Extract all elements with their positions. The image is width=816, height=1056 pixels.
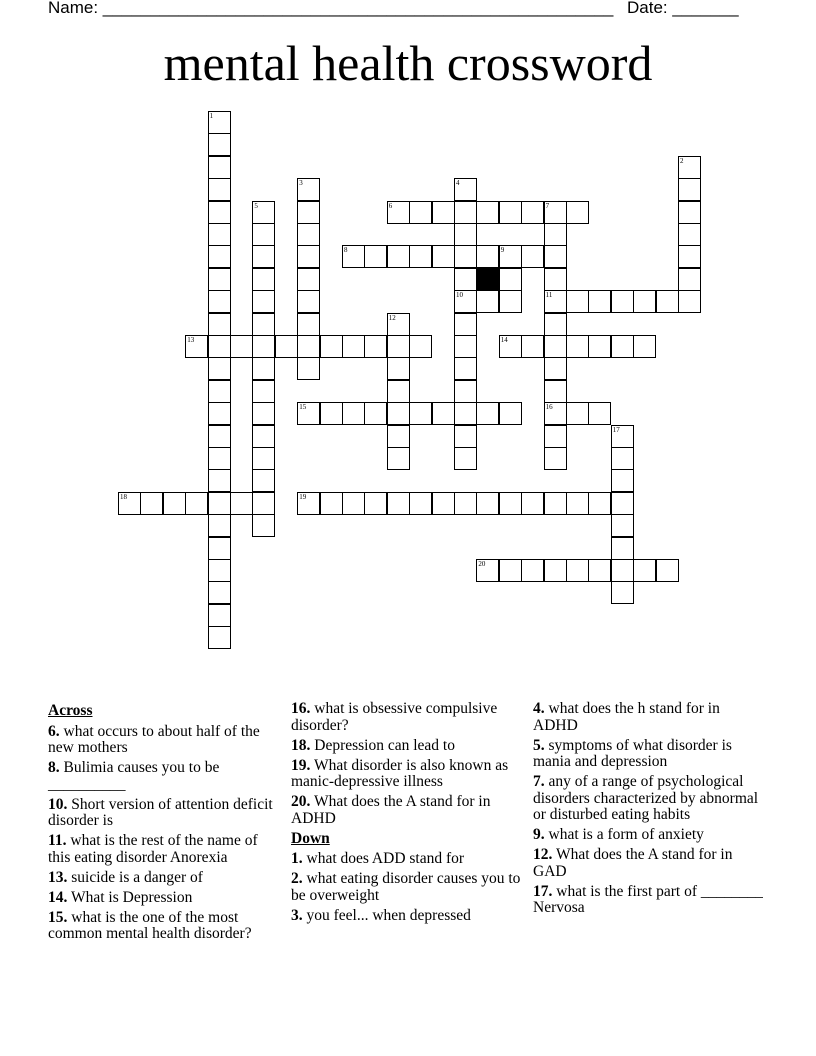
clue-item — [48, 833, 280, 866]
clue-item — [291, 758, 523, 791]
clue-item — [291, 794, 523, 827]
clue-item — [533, 774, 765, 824]
crossword-cell[interactable] — [208, 425, 231, 448]
crossword-cell[interactable] — [611, 492, 634, 515]
clue-number: 10 — [456, 291, 463, 300]
clue-item — [48, 910, 280, 943]
crossword-cell[interactable] — [387, 402, 410, 425]
crossword-cell[interactable] — [208, 469, 231, 492]
crossword-cell[interactable] — [588, 335, 611, 358]
crossword-cell[interactable] — [252, 223, 275, 246]
crossword-cell[interactable] — [208, 313, 231, 336]
clue-number-label: 9. — [533, 826, 545, 843]
across-heading: Across — [48, 702, 93, 719]
crossword-cell[interactable] — [588, 290, 611, 313]
clue-number-label: 14. — [48, 888, 68, 906]
clue-item — [291, 871, 523, 904]
crossword-cell[interactable] — [208, 559, 231, 582]
crossword-cell[interactable] — [544, 290, 567, 313]
crossword-cell[interactable] — [409, 201, 432, 224]
clue-item — [533, 847, 765, 880]
clue-number-label: 19. — [291, 756, 311, 774]
clue-number-label: 10. — [48, 795, 68, 813]
clue-number-label: 12. — [533, 846, 553, 863]
clue-text: symptoms of what disorder is mania and depression — [533, 736, 732, 770]
crossword-cell[interactable] — [499, 201, 522, 224]
clue-item — [48, 797, 280, 830]
crossword-cell[interactable] — [656, 559, 679, 582]
crossword-cell[interactable] — [252, 469, 275, 492]
clue-item — [48, 760, 280, 793]
crossword-cell[interactable] — [387, 335, 410, 358]
crossword-cell[interactable] — [208, 537, 231, 560]
crossword-cell[interactable] — [454, 290, 477, 313]
crossword-cell[interactable] — [656, 290, 679, 313]
crossword-cell[interactable] — [521, 245, 544, 268]
crossword-cell[interactable] — [342, 335, 365, 358]
crossword-cell[interactable] — [588, 402, 611, 425]
clue-text: Depression can lead to — [310, 736, 455, 754]
name-field[interactable]: Name: ______________________________________________________ — [48, 0, 614, 17]
clue-item — [48, 870, 280, 887]
crossword-cell[interactable] — [140, 492, 163, 515]
crossword-cell[interactable] — [521, 201, 544, 224]
clue-text: what occurs to about half of the new mothers — [48, 722, 260, 756]
crossword-cell[interactable] — [208, 178, 231, 201]
crossword-cell[interactable] — [297, 245, 320, 268]
clue-text: suicide is a danger of — [67, 868, 203, 886]
clue-number: 2 — [680, 156, 684, 165]
clue-number: 19 — [299, 492, 307, 501]
clue-number-label: 2. — [291, 870, 303, 887]
clue-number: 17 — [612, 425, 620, 434]
crossword-cell[interactable] — [633, 559, 656, 582]
crossword-cell[interactable] — [476, 559, 499, 582]
clue-text: what does the h stand for in ADHD — [533, 700, 720, 734]
crossword-cell[interactable] — [544, 492, 567, 515]
clue-text: what is obsessive compulsive disorder? — [291, 700, 498, 734]
clue-text: what is the rest of the name of this eating disorder Anorexia — [48, 832, 258, 866]
crossword-cell[interactable] — [544, 559, 567, 582]
crossword-cell[interactable] — [208, 335, 231, 358]
crossword-cell[interactable] — [297, 357, 320, 380]
crossword-cell[interactable] — [544, 447, 567, 470]
crossword-cell[interactable] — [611, 581, 634, 604]
clue-number-label: 3. — [291, 906, 303, 924]
clue-number-label: 7. — [533, 773, 545, 790]
crossword-cell[interactable] — [454, 425, 477, 448]
page-title: mental health crossword — [163, 35, 653, 91]
crossword-cell[interactable] — [566, 201, 589, 224]
crossword-cell[interactable] — [521, 335, 544, 358]
crossword-cell[interactable] — [476, 201, 499, 224]
crossword-cell[interactable] — [342, 492, 365, 515]
clue-number-label: 15. — [48, 908, 68, 926]
clue-number-label: 1. — [291, 850, 303, 867]
crossword-cell[interactable] — [320, 492, 343, 515]
crossword-cell[interactable] — [297, 335, 320, 358]
crossword-cell[interactable] — [252, 514, 275, 537]
clue-item — [533, 738, 765, 771]
clue-number: 7 — [545, 201, 550, 210]
crossword-cell[interactable] — [678, 290, 701, 313]
clue-item — [291, 701, 523, 734]
crossword-cell[interactable] — [544, 201, 567, 224]
crossword-cell[interactable] — [252, 268, 275, 291]
clue-item — [291, 908, 523, 925]
clue-item — [48, 890, 280, 907]
clue-text: Bulimia causes you to be __________ — [48, 759, 220, 793]
crossword-cell[interactable] — [387, 447, 410, 470]
crossword-cell[interactable] — [566, 335, 589, 358]
crossword-cell[interactable] — [252, 201, 275, 224]
crossword-cell[interactable] — [342, 402, 365, 425]
clue-number-label: 20. — [291, 793, 311, 810]
crossword-cell[interactable] — [387, 357, 410, 380]
crossword-cell[interactable] — [252, 335, 275, 358]
clue-item — [533, 827, 765, 844]
clue-text: What disorder is also known as manic-depressive illness — [291, 756, 509, 790]
crossword-cell[interactable] — [454, 313, 477, 336]
crossword-cell[interactable] — [252, 492, 275, 515]
crossword-cell[interactable] — [185, 492, 208, 515]
crossword-cell[interactable] — [208, 402, 231, 425]
crossword-cell[interactable] — [678, 223, 701, 246]
crossword-cell[interactable] — [252, 402, 275, 425]
crossword-cell[interactable] — [208, 514, 231, 537]
crossword-cell[interactable] — [297, 223, 320, 246]
crossword-cell[interactable] — [387, 380, 410, 403]
clue-number: 14 — [500, 336, 508, 344]
clue-item — [48, 724, 280, 757]
crossword-cell[interactable] — [678, 156, 701, 179]
crossword-cell[interactable] — [499, 268, 522, 291]
crossword-cell[interactable] — [208, 447, 231, 470]
crossword-cell[interactable] — [208, 380, 231, 403]
crossword-cell[interactable] — [521, 559, 544, 582]
crossword-cell[interactable] — [544, 425, 567, 448]
crossword-cell[interactable] — [476, 402, 499, 425]
crossword-cell[interactable] — [297, 290, 320, 313]
crossword-cell[interactable] — [432, 492, 455, 515]
crossword-cell[interactable] — [678, 268, 701, 291]
crossword-cell[interactable] — [633, 335, 656, 358]
crossword-cell[interactable] — [611, 537, 634, 560]
clue-item — [291, 738, 523, 755]
crossword-cell[interactable] — [387, 201, 410, 224]
crossword-cell[interactable] — [208, 268, 231, 291]
crossword-cell[interactable] — [252, 425, 275, 448]
clue-text: what is the one of the most common mental health disorder? — [48, 908, 252, 942]
crossword-cell[interactable] — [297, 178, 320, 201]
crossword-cell[interactable] — [499, 402, 522, 425]
clue-column-2 — [291, 701, 523, 928]
crossword-cell[interactable] — [454, 201, 477, 224]
crossword-cell[interactable] — [364, 245, 387, 268]
clue-number: 5 — [254, 201, 258, 210]
clue-text: What does the A stand for in GAD — [533, 846, 733, 880]
clue-number: 9 — [500, 246, 505, 255]
crossword-cell[interactable] — [387, 245, 410, 268]
crossword-cell[interactable] — [432, 201, 455, 224]
crossword-cell[interactable] — [297, 492, 320, 515]
crossword-cell[interactable] — [544, 402, 567, 425]
date-field[interactable]: Date: _______ — [627, 0, 739, 17]
crossword-cell[interactable] — [454, 245, 477, 268]
crossword-cell[interactable] — [208, 357, 231, 380]
crossword-cell[interactable] — [476, 245, 499, 268]
crossword-cell[interactable] — [678, 245, 701, 268]
crossword-cell[interactable] — [566, 290, 589, 313]
crossword-cell[interactable] — [364, 335, 387, 358]
crossword-cell[interactable] — [611, 559, 634, 582]
crossword-cell[interactable] — [252, 447, 275, 470]
crossword-cell[interactable] — [208, 581, 231, 604]
clue-text: what does ADD stand for — [302, 850, 465, 867]
clue-number-label: 17. — [533, 882, 553, 900]
crossword-cell[interactable] — [118, 492, 141, 515]
crossword-cell[interactable] — [544, 245, 567, 268]
clue-column-3 — [533, 701, 765, 920]
clue-number-label: 18. — [291, 736, 311, 754]
clue-text: What is Depression — [67, 888, 193, 906]
crossword-cell[interactable] — [432, 402, 455, 425]
crossword-cell[interactable] — [499, 492, 522, 515]
crossword-cell[interactable] — [454, 268, 477, 291]
crossword-cell[interactable] — [566, 492, 589, 515]
crossword-cell[interactable] — [454, 492, 477, 515]
crossword-cell[interactable] — [521, 492, 544, 515]
crossword-cell[interactable] — [252, 313, 275, 336]
crossword-cell[interactable] — [544, 268, 567, 291]
crossword-cell[interactable] — [208, 111, 231, 134]
crossword-cell[interactable] — [611, 514, 634, 537]
crossword-cell[interactable] — [185, 335, 208, 358]
crossword-cell[interactable] — [499, 290, 522, 313]
crossword-cell[interactable] — [588, 559, 611, 582]
crossword-cell[interactable] — [566, 559, 589, 582]
crossword-cell[interactable] — [252, 357, 275, 380]
down-heading: Down — [291, 829, 330, 847]
clue-number-label: 4. — [533, 700, 545, 717]
clue-text: Short version of attention deficit disorder is — [48, 795, 273, 829]
crossword-cell[interactable] — [454, 335, 477, 358]
crossword-cell[interactable] — [476, 492, 499, 515]
clue-number-label: 11. — [48, 832, 67, 849]
crossword-cell[interactable] — [544, 380, 567, 403]
crossword-cell[interactable] — [252, 290, 275, 313]
crossword-cell[interactable] — [208, 290, 231, 313]
crossword-cell[interactable] — [454, 178, 477, 201]
crossword-cell[interactable] — [208, 604, 231, 627]
crossword-cell[interactable] — [611, 469, 634, 492]
crossword-cell[interactable] — [611, 425, 634, 448]
clue-text: what is the first part of ________ Nervosa — [533, 882, 763, 916]
crossword-cell[interactable] — [275, 335, 298, 358]
crossword-cell[interactable] — [163, 492, 186, 515]
clue-number: 16 — [545, 403, 553, 412]
crossword-cell[interactable] — [454, 357, 477, 380]
crossword-cell[interactable] — [544, 357, 567, 380]
crossword-cell[interactable] — [208, 626, 231, 649]
crossword-cell[interactable] — [454, 402, 477, 425]
clue-item — [533, 884, 765, 917]
clue-number-label: 5. — [533, 736, 545, 754]
clue-number: 15 — [299, 403, 307, 412]
crossword-cell[interactable] — [320, 335, 343, 358]
crossword-cell[interactable] — [499, 335, 522, 358]
crossword-cell[interactable] — [432, 245, 455, 268]
crossword-cell[interactable] — [409, 245, 432, 268]
crossword-cell[interactable] — [499, 559, 522, 582]
crossword-cell[interactable] — [364, 492, 387, 515]
clue-number: 1 — [209, 112, 214, 120]
crossword-cell[interactable] — [230, 335, 253, 358]
clue-number: 12 — [388, 313, 396, 322]
clue-text: what is a form of anxiety — [544, 826, 704, 843]
clue-number: 13 — [187, 336, 195, 344]
crossword-cell[interactable] — [364, 402, 387, 425]
crossword-cell[interactable] — [611, 447, 634, 470]
crossword-cell[interactable] — [544, 335, 567, 358]
crossword-cell[interactable] — [252, 380, 275, 403]
crossword-cell[interactable] — [678, 178, 701, 201]
crossword-cell[interactable] — [499, 245, 522, 268]
clue-number: 11 — [545, 291, 553, 300]
crossword-cell[interactable] — [387, 313, 410, 336]
crossword-cell[interactable] — [297, 402, 320, 425]
crossword-cell[interactable] — [544, 313, 567, 336]
crossword-cell[interactable] — [611, 335, 634, 358]
clue-number: 4 — [456, 179, 460, 188]
clue-item — [291, 851, 523, 868]
crossword-cell[interactable] — [588, 492, 611, 515]
clue-text: What does the A stand for in ADHD — [291, 793, 491, 827]
crossword-cell[interactable] — [476, 290, 499, 313]
crossword-cell[interactable] — [252, 245, 275, 268]
crossword-cell[interactable] — [208, 133, 231, 156]
crossword-cell[interactable] — [409, 335, 432, 358]
clue-column-1 — [48, 701, 280, 946]
crossword-cell[interactable] — [208, 492, 231, 515]
crossword-cell[interactable] — [208, 223, 231, 246]
clue-text: what eating disorder causes you to be overweight — [291, 870, 521, 904]
clue-number-label: 13. — [48, 868, 68, 886]
clue-text: you feel... when depressed — [302, 906, 471, 924]
crossword-cell[interactable] — [230, 492, 253, 515]
clue-text: any of a range of psychological disorders characterized by abnormal or disturbed eating habits — [533, 773, 759, 823]
crossword-cell[interactable] — [297, 313, 320, 336]
crossword-cell[interactable] — [454, 223, 477, 246]
clue-number-label: 16. — [291, 700, 311, 717]
clue-number-label: 8. — [48, 759, 60, 776]
clue-item — [533, 701, 765, 734]
crossword-cell[interactable] — [611, 290, 634, 313]
crossword-cell[interactable] — [544, 223, 567, 246]
crossword-cell[interactable] — [454, 447, 477, 470]
crossword-cell[interactable] — [208, 201, 231, 224]
crossword-cell[interactable] — [409, 492, 432, 515]
crossword-cell[interactable] — [342, 245, 365, 268]
clue-number: 18 — [120, 492, 127, 501]
crossword-cell[interactable] — [409, 402, 432, 425]
clue-number: 8 — [344, 246, 348, 255]
crossword-cell[interactable] — [633, 290, 656, 313]
clue-number: 20 — [478, 560, 486, 568]
crossword-cell[interactable] — [208, 245, 231, 268]
crossword-cell[interactable] — [320, 402, 343, 425]
clue-number: 6 — [388, 201, 393, 210]
crossword-cell[interactable] — [678, 201, 701, 224]
clue-number: 3 — [299, 179, 303, 188]
crossword-cell[interactable] — [208, 156, 231, 179]
crossword-cell[interactable] — [297, 268, 320, 291]
black-square — [476, 268, 499, 291]
crossword-cell[interactable] — [387, 492, 410, 515]
clue-number-label: 6. — [48, 722, 60, 740]
crossword-cell[interactable] — [387, 425, 410, 448]
crossword-cell[interactable] — [566, 402, 589, 425]
crossword-cell[interactable] — [297, 201, 320, 224]
crossword-cell[interactable] — [454, 380, 477, 403]
